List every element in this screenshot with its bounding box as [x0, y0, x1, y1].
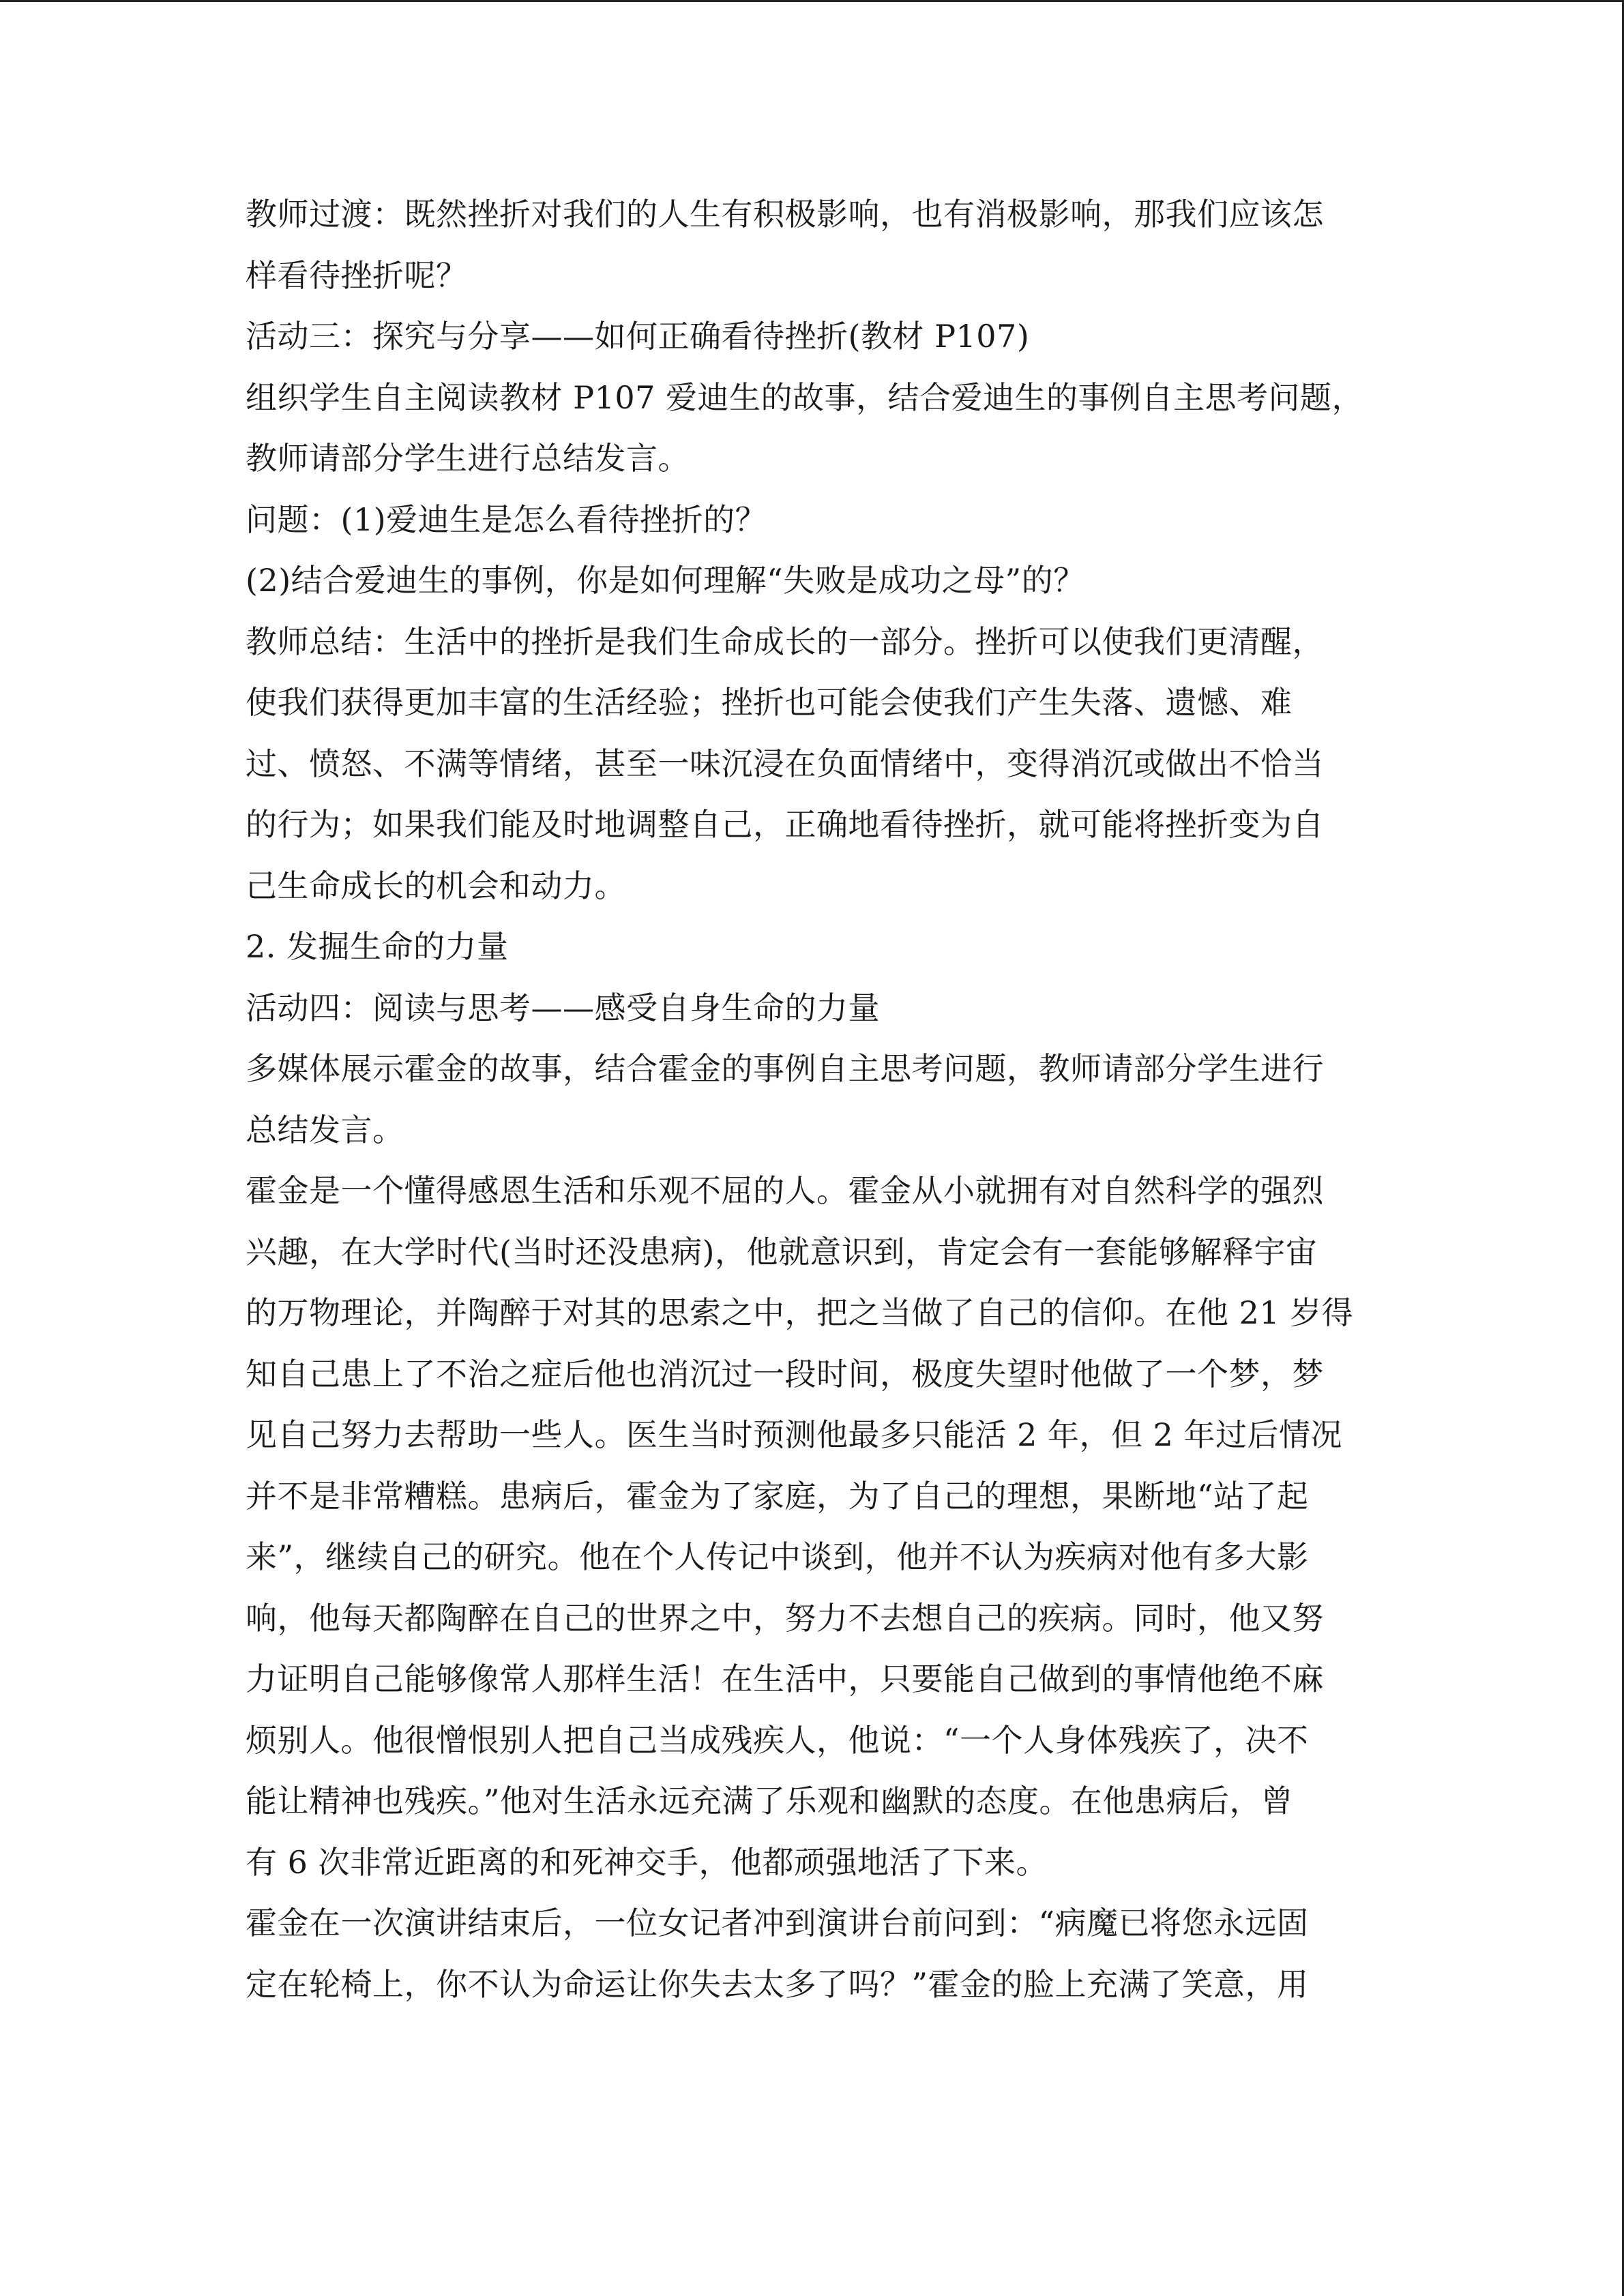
- text-line: 教师请部分学生进行总结发言。: [246, 440, 690, 477]
- text-line: 见自己努力去帮助一些人。医生当时预测他最多只能活 2 年，但 2 年过后情况: [246, 1416, 1343, 1453]
- text-line: 烦别人。他很憎恨别人把自己当成残疾人，他说：“一个人身体残疾了，决不: [246, 1721, 1309, 1759]
- text-line: 知自己患上了不治之症后他也消沉过一段时间，极度失望时他做了一个梦，梦: [246, 1355, 1324, 1392]
- activity-heading: 活动四：阅读与思考——感受自身生命的力量: [246, 989, 880, 1026]
- section-heading: 2. 发掘生命的力量: [246, 928, 509, 965]
- question-line: 问题：(1)爱迪生是怎么看待挫折的？: [246, 501, 767, 538]
- text-line: 总结发言。: [246, 1111, 404, 1148]
- text-line: 来”，继续自己的研究。他在个人传记中谈到，他并不认为疾病对他有多大影: [246, 1538, 1309, 1575]
- text-line: 兴趣，在大学时代(当时还没患病)，他就意识到，肯定会有一套能够解释宇宙: [246, 1233, 1318, 1270]
- text-line: 教师总结：生活中的挫折是我们生命成长的一部分。挫折可以使我们更清醒，: [246, 623, 1324, 660]
- text-line: 定在轮椅上，你不认为命运让你失去太多了吗？”霍金的脸上充满了笑意，用: [246, 1965, 1309, 2003]
- text-line: 的万物理论，并陶醉于对其的思索之中，把之当做了自己的信仰。在他 21 岁得: [246, 1294, 1354, 1331]
- text-line: 响，他每天都陶醉在自己的世界之中，努力不去想自己的疾病。同时，他又努: [246, 1599, 1324, 1637]
- text-line: 组织学生自主阅读教材 P107 爱迪生的故事，结合爱迪生的事例自主思考问题，: [246, 378, 1363, 416]
- text-line: 教师过渡：既然挫折对我们的人生有积极影响，也有消极影响，那我们应该怎: [246, 196, 1324, 233]
- document-body: [246, 184, 1378, 2015]
- text-line: 过、愤怒、不满等情绪，甚至一味沉浸在负面情绪中，变得消沉或做出不恰当: [246, 745, 1324, 782]
- text-line: 的行为；如果我们能及时地调整自己，正确地看待挫折，就可能将挫折变为自: [246, 806, 1324, 843]
- text-line: 己生命成长的机会和动力。: [246, 867, 626, 904]
- question-line: (2)结合爱迪生的事例，你是如何理解“失败是成功之母”的？: [246, 562, 1085, 599]
- activity-heading: 活动三：探究与分享——如何正确看待挫折(教材 P107): [246, 318, 1030, 355]
- text-line: 能让精神也残疾。”他对生活永远充满了乐观和幽默的态度。在他患病后，曾: [246, 1783, 1293, 1819]
- text-line: 多媒体展示霍金的故事，结合霍金的事例自主思考问题，教师请部分学生进行: [246, 1050, 1324, 1087]
- text-line: 力证明自己能够像常人那样生活！在生活中，只要能自己做到的事情他绝不麻: [246, 1660, 1324, 1697]
- text-line: 霍金在一次演讲结束后，一位女记者冲到演讲台前问到：“病魔已将您永远固: [246, 1905, 1309, 1941]
- text-line: 使我们获得更加丰富的生活经验；挫折也可能会使我们产生失落、遗憾、难: [246, 684, 1293, 721]
- text-line: 有 6 次非常近距离的和死神交手，他都顽强地活了下来。: [246, 1843, 1048, 1881]
- text-line: 霍金是一个懂得感恩生活和乐观不屈的人。霍金从小就拥有对自然科学的强烈: [246, 1172, 1324, 1209]
- text-line: 并不是非常糟糕。患病后，霍金为了家庭，为了自己的理想，果断地“站了起: [246, 1477, 1309, 1515]
- page-top-border: [0, 0, 1624, 2]
- text-line: 样看待挫折呢？: [246, 256, 468, 294]
